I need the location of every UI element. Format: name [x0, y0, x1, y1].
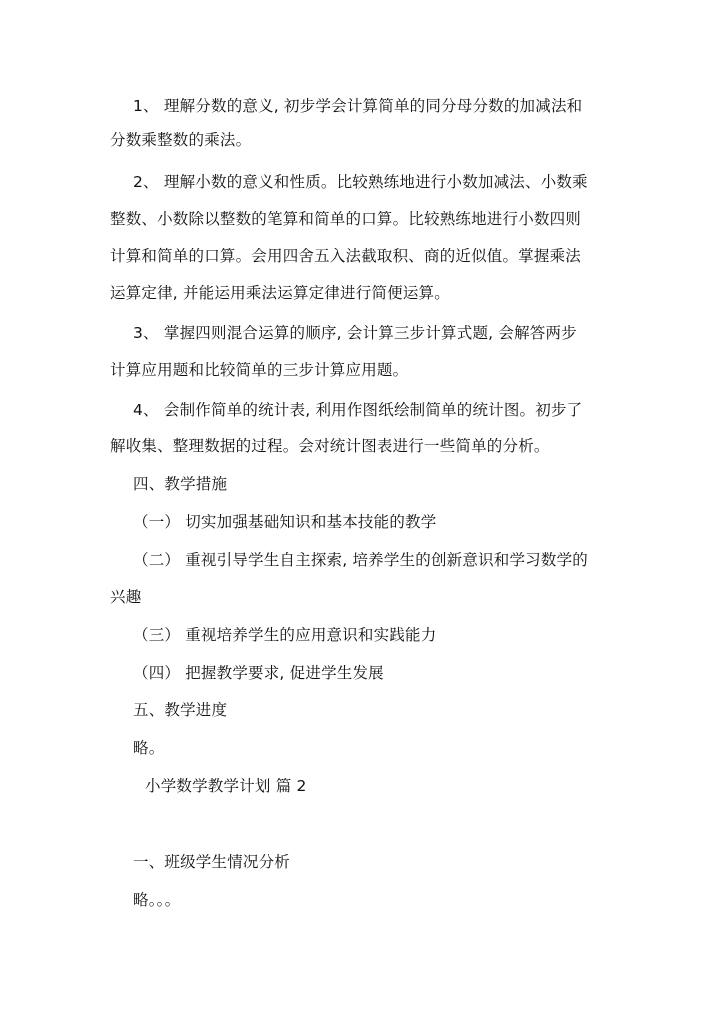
section-heading-measures: 四、教学措施 — [133, 475, 228, 493]
paragraph-3-line-1: 3、 掌握四则混合运算的顺序, 会计算三步计算式题, 会解答两步 — [133, 324, 577, 342]
measure-item-2-line-2: 兴趣 — [110, 588, 142, 606]
measure-item-2-line-1: （二） 重视引导学生自主探索, 培养学生的创新意识和学习数学的 — [133, 551, 588, 569]
section-heading-student-analysis: 一、班级学生情况分析 — [133, 853, 291, 871]
paragraph-2-line-1: 2、 理解小数的意义和性质。比较熟练地进行小数加减法、小数乘 — [133, 173, 588, 191]
progress-text: 略。 — [133, 739, 165, 757]
paragraph-4-line-2: 解收集、整理数据的过程。会对统计图表进行一些简单的分析。 — [110, 437, 550, 455]
measure-item-1: （一） 切实加强基础知识和基本技能的教学 — [133, 513, 437, 531]
paragraph-2-line-2: 整数、小数除以整数的笔算和简单的口算。比较熟练地进行小数四则 — [110, 210, 582, 228]
paragraph-2-line-4: 运算定律, 并能运用乘法运算定律进行简便运算。 — [110, 284, 450, 302]
paragraph-2-line-3: 计算和简单的口算。会用四舍五入法截取积、商的近似值。掌握乘法 — [110, 247, 582, 265]
student-analysis-text: 略。。。 — [133, 891, 181, 909]
section-heading-progress: 五、教学进度 — [133, 701, 228, 719]
paragraph-1-line-1: 1、 理解分数的意义, 初步学会计算简单的同分母分数的加减法和 — [133, 97, 583, 115]
document-subtitle: 小学数学教学计划 篇 2 — [145, 777, 307, 795]
paragraph-3-line-2: 计算应用题和比较简单的三步计算应用题。 — [110, 361, 409, 379]
measure-item-4: （四） 把握教学要求, 促进学生发展 — [133, 664, 384, 682]
measure-item-3: （三） 重视培养学生的应用意识和实践能力 — [133, 626, 437, 644]
paragraph-1-line-2: 分数乘整数的乘法。 — [110, 131, 252, 149]
paragraph-4-line-1: 4、 会制作简单的统计表, 利用作图纸绘制简单的统计图。初步了 — [133, 401, 583, 419]
